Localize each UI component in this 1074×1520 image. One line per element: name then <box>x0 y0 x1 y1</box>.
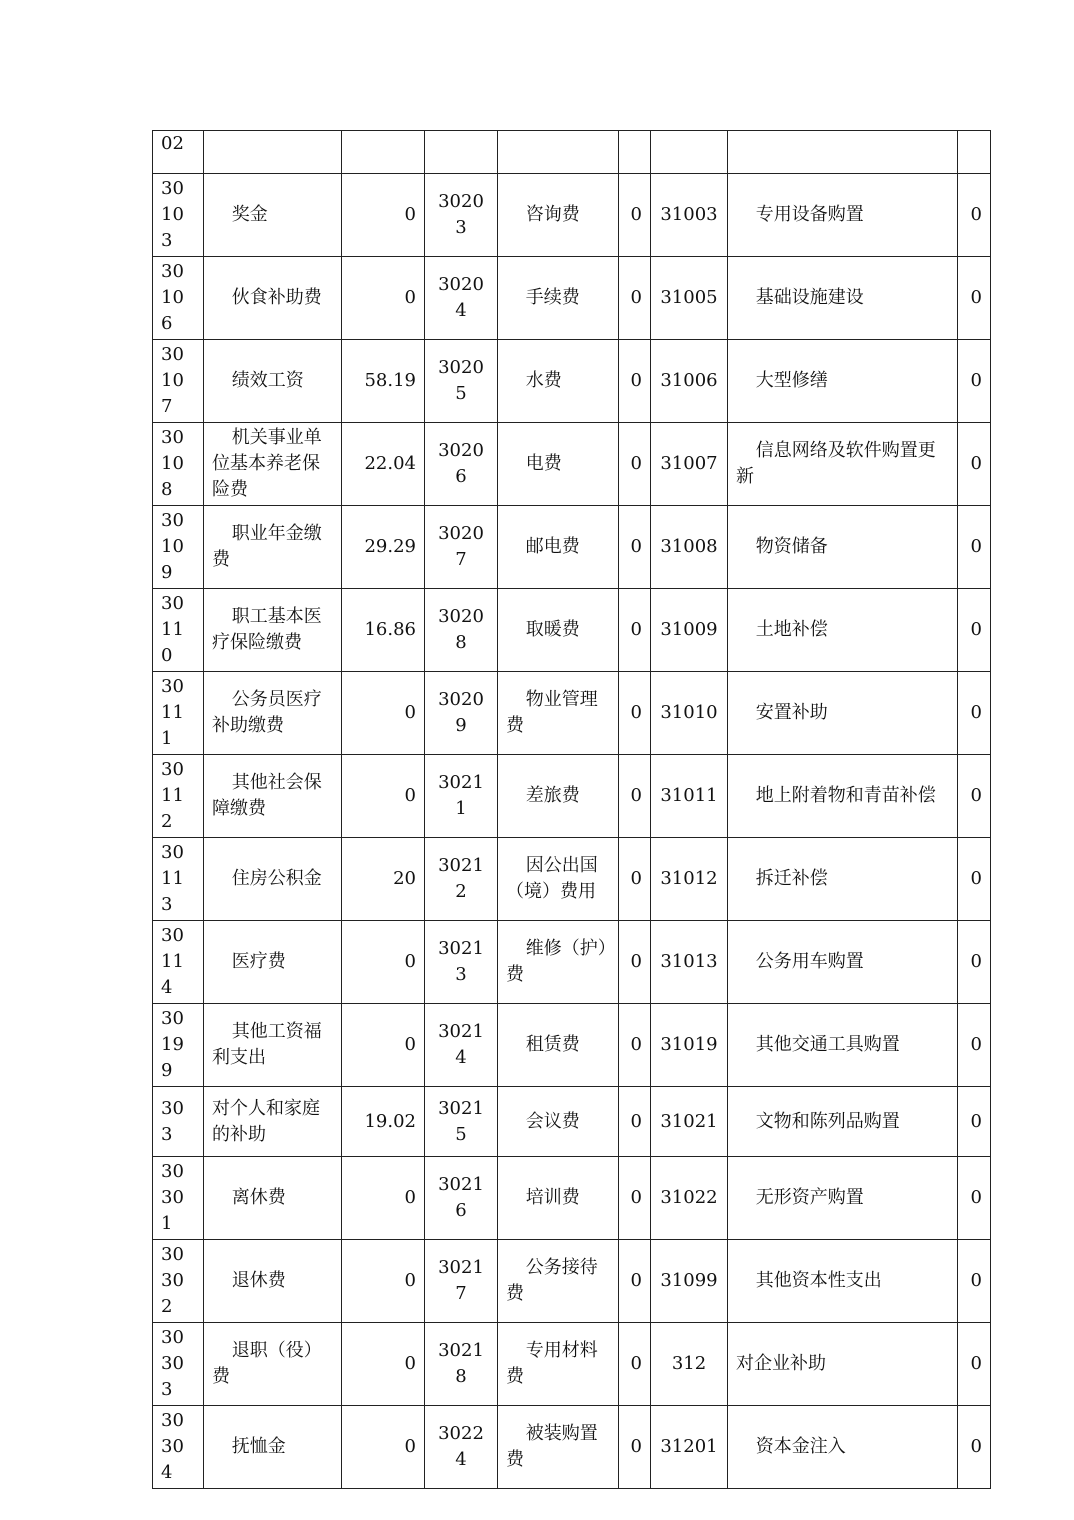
cell-code-3 <box>651 131 728 174</box>
cell-code-2: 30216 <box>425 1157 498 1240</box>
cell-name-2: 差旅费 <box>498 755 619 838</box>
cell-amount-1: 0 <box>342 1240 425 1323</box>
cell-name-2: 维修（护）费 <box>498 921 619 1004</box>
cell-amount-1: 58.19 <box>342 340 425 423</box>
table-row <box>153 755 991 838</box>
cell-code-1: 30303 <box>153 1323 204 1406</box>
cell-name-1: 其他社会保障缴费 <box>204 755 342 838</box>
table-row <box>153 838 991 921</box>
table-row <box>153 1323 991 1406</box>
cell-name-2: 咨询费 <box>498 174 619 257</box>
cell-amount-2: 0 <box>619 1157 651 1240</box>
cell-amount-1: 0 <box>342 257 425 340</box>
cell-name-1: 其他工资福利支出 <box>204 1004 342 1087</box>
cell-code-2: 30224 <box>425 1406 498 1489</box>
cell-name-3: 信息网络及软件购置更新 <box>728 423 958 506</box>
cell-name-1: 奖金 <box>204 174 342 257</box>
cell-amount-1: 0 <box>342 1004 425 1087</box>
cell-amount-2: 0 <box>619 506 651 589</box>
cell-code-3: 31019 <box>651 1004 728 1087</box>
cell-amount-3: 0 <box>958 838 991 921</box>
cell-code-1: 30304 <box>153 1406 204 1489</box>
cell-code-2: 30205 <box>425 340 498 423</box>
cell-code-2: 30215 <box>425 1087 498 1157</box>
cell-code-3: 31003 <box>651 174 728 257</box>
cell-name-2: 电费 <box>498 423 619 506</box>
cell-code-2: 30208 <box>425 589 498 672</box>
cell-code-1: 30107 <box>153 340 204 423</box>
cell-amount-2: 0 <box>619 1087 651 1157</box>
cell-code-3: 31021 <box>651 1087 728 1157</box>
cell-amount-2: 0 <box>619 672 651 755</box>
cell-code-2: 30203 <box>425 174 498 257</box>
cell-amount-3: 0 <box>958 506 991 589</box>
cell-name-1: 机关事业单位基本养老保险费 <box>204 423 342 506</box>
cell-name-1: 职业年金缴费 <box>204 506 342 589</box>
cell-amount-3: 0 <box>958 1004 991 1087</box>
cell-code-1: 30108 <box>153 423 204 506</box>
cell-code-1: 30109 <box>153 506 204 589</box>
cell-code-1: 30111 <box>153 672 204 755</box>
cell-code-3: 31201 <box>651 1406 728 1489</box>
cell-amount-3: 0 <box>958 1240 991 1323</box>
cell-amount-2: 0 <box>619 1004 651 1087</box>
cell-code-3: 31011 <box>651 755 728 838</box>
cell-name-1: 绩效工资 <box>204 340 342 423</box>
cell-amount-2: 0 <box>619 174 651 257</box>
table-row <box>153 672 991 755</box>
cell-name-2: 租赁费 <box>498 1004 619 1087</box>
cell-amount-2: 0 <box>619 921 651 1004</box>
cell-name-1: 医疗费 <box>204 921 342 1004</box>
cell-name-3: 其他资本性支出 <box>728 1240 958 1323</box>
cell-code-3: 31008 <box>651 506 728 589</box>
cell-amount-1: 0 <box>342 1323 425 1406</box>
cell-name-1: 伙食补助费 <box>204 257 342 340</box>
cell-amount-2: 0 <box>619 257 651 340</box>
cell-amount-3: 0 <box>958 257 991 340</box>
cell-code-3: 31099 <box>651 1240 728 1323</box>
cell-name-3: 土地补偿 <box>728 589 958 672</box>
cell-code-3: 31022 <box>651 1157 728 1240</box>
cell-name-2 <box>498 131 619 174</box>
cell-amount-1: 19.02 <box>342 1087 425 1157</box>
cell-name-3: 无形资产购置 <box>728 1157 958 1240</box>
cell-amount-2: 0 <box>619 589 651 672</box>
cell-name-2: 专用材料费 <box>498 1323 619 1406</box>
cell-code-3: 31007 <box>651 423 728 506</box>
cell-amount-2: 0 <box>619 340 651 423</box>
cell-amount-1 <box>342 131 425 174</box>
cell-name-1: 退职（役）费 <box>204 1323 342 1406</box>
cell-code-2: 30213 <box>425 921 498 1004</box>
cell-name-2: 被装购置费 <box>498 1406 619 1489</box>
cell-name-3: 大型修缮 <box>728 340 958 423</box>
cell-code-3: 312 <box>651 1323 728 1406</box>
cell-name-2: 培训费 <box>498 1157 619 1240</box>
cell-name-3: 基础设施建设 <box>728 257 958 340</box>
cell-amount-2 <box>619 131 651 174</box>
table-row <box>153 1406 991 1489</box>
cell-code-2 <box>425 131 498 174</box>
cell-code-3: 31005 <box>651 257 728 340</box>
cell-code-2: 30214 <box>425 1004 498 1087</box>
table-row <box>153 257 991 340</box>
cell-amount-1: 29.29 <box>342 506 425 589</box>
cell-code-1: 30106 <box>153 257 204 340</box>
cell-code-3: 31006 <box>651 340 728 423</box>
cell-code-3: 31009 <box>651 589 728 672</box>
cell-name-1: 公务员医疗补助缴费 <box>204 672 342 755</box>
cell-name-2: 取暖费 <box>498 589 619 672</box>
cell-name-3: 物资储备 <box>728 506 958 589</box>
cell-name-2: 会议费 <box>498 1087 619 1157</box>
cell-code-3: 31010 <box>651 672 728 755</box>
cell-code-1: 30112 <box>153 755 204 838</box>
cell-name-3: 专用设备购置 <box>728 174 958 257</box>
cell-code-3: 31012 <box>651 838 728 921</box>
cell-amount-2: 0 <box>619 838 651 921</box>
table-row <box>153 174 991 257</box>
cell-amount-3: 0 <box>958 423 991 506</box>
cell-amount-3: 0 <box>958 1323 991 1406</box>
cell-name-1: 职工基本医疗保险缴费 <box>204 589 342 672</box>
cell-name-2: 公务接待费 <box>498 1240 619 1323</box>
cell-name-2: 因公出国（境）费用 <box>498 838 619 921</box>
table-row <box>153 1004 991 1087</box>
cell-amount-3: 0 <box>958 672 991 755</box>
cell-code-1: 30302 <box>153 1240 204 1323</box>
cell-amount-1: 16.86 <box>342 589 425 672</box>
cell-code-2: 30206 <box>425 423 498 506</box>
cell-amount-1: 0 <box>342 1157 425 1240</box>
cell-code-2: 30217 <box>425 1240 498 1323</box>
cell-name-3: 拆迁补偿 <box>728 838 958 921</box>
cell-code-3: 31013 <box>651 921 728 1004</box>
cell-amount-2: 0 <box>619 1323 651 1406</box>
table-row <box>153 589 991 672</box>
cell-amount-1: 20 <box>342 838 425 921</box>
cell-code-1: 30199 <box>153 1004 204 1087</box>
cell-code-1: 30301 <box>153 1157 204 1240</box>
cell-code-1: 02 <box>153 131 204 174</box>
cell-code-2: 30211 <box>425 755 498 838</box>
cell-name-1 <box>204 131 342 174</box>
cell-amount-1: 0 <box>342 174 425 257</box>
budget-expenditure-table <box>152 130 991 1489</box>
cell-amount-3: 0 <box>958 1087 991 1157</box>
table-row <box>153 423 991 506</box>
cell-code-2: 30204 <box>425 257 498 340</box>
cell-code-1: 30113 <box>153 838 204 921</box>
table-row <box>153 506 991 589</box>
cell-amount-3 <box>958 131 991 174</box>
cell-amount-3: 0 <box>958 921 991 1004</box>
cell-name-3: 其他交通工具购置 <box>728 1004 958 1087</box>
table-row <box>153 131 991 174</box>
cell-amount-2: 0 <box>619 1406 651 1489</box>
cell-name-1: 退休费 <box>204 1240 342 1323</box>
cell-amount-3: 0 <box>958 589 991 672</box>
cell-name-2: 水费 <box>498 340 619 423</box>
cell-code-1: 30114 <box>153 921 204 1004</box>
table-row <box>153 1157 991 1240</box>
cell-name-3: 资本金注入 <box>728 1406 958 1489</box>
cell-amount-2: 0 <box>619 755 651 838</box>
cell-name-3: 文物和陈列品购置 <box>728 1087 958 1157</box>
table-row <box>153 1087 991 1157</box>
cell-amount-1: 0 <box>342 672 425 755</box>
cell-name-1: 抚恤金 <box>204 1406 342 1489</box>
cell-code-1: 30103 <box>153 174 204 257</box>
cell-amount-1: 22.04 <box>342 423 425 506</box>
cell-code-2: 30212 <box>425 838 498 921</box>
cell-amount-2: 0 <box>619 1240 651 1323</box>
table-row <box>153 1240 991 1323</box>
cell-code-2: 30209 <box>425 672 498 755</box>
cell-name-1: 离休费 <box>204 1157 342 1240</box>
cell-amount-2: 0 <box>619 423 651 506</box>
table-row <box>153 340 991 423</box>
cell-name-3: 地上附着物和青苗补偿 <box>728 755 958 838</box>
cell-code-2: 30218 <box>425 1323 498 1406</box>
cell-name-2: 手续费 <box>498 257 619 340</box>
cell-amount-3: 0 <box>958 340 991 423</box>
cell-code-2: 30207 <box>425 506 498 589</box>
cell-name-1: 住房公积金 <box>204 838 342 921</box>
cell-name-3: 公务用车购置 <box>728 921 958 1004</box>
cell-code-1: 30110 <box>153 589 204 672</box>
cell-amount-3: 0 <box>958 755 991 838</box>
cell-name-3 <box>728 131 958 174</box>
cell-amount-3: 0 <box>958 1157 991 1240</box>
cell-name-3: 对企业补助 <box>728 1323 958 1406</box>
cell-code-1: 303 <box>153 1087 204 1157</box>
cell-amount-1: 0 <box>342 755 425 838</box>
cell-name-2: 邮电费 <box>498 506 619 589</box>
cell-name-3: 安置补助 <box>728 672 958 755</box>
cell-name-1: 对个人和家庭的补助 <box>204 1087 342 1157</box>
cell-amount-1: 0 <box>342 921 425 1004</box>
cell-amount-3: 0 <box>958 1406 991 1489</box>
table-row <box>153 921 991 1004</box>
cell-amount-1: 0 <box>342 1406 425 1489</box>
table-body <box>153 131 991 1489</box>
cell-name-2: 物业管理费 <box>498 672 619 755</box>
cell-amount-3: 0 <box>958 174 991 257</box>
